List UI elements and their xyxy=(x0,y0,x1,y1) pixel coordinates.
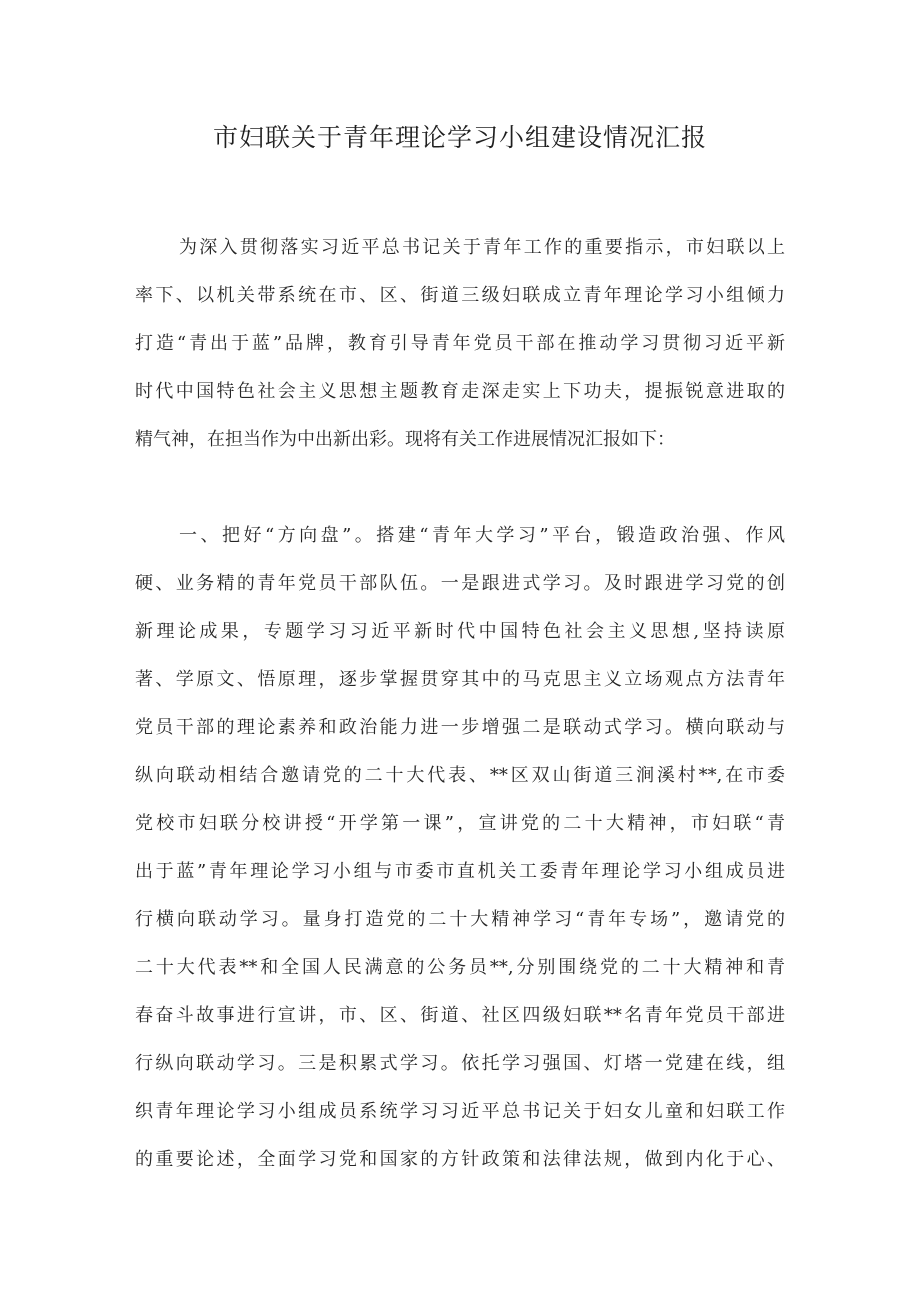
paragraph-line: 纵向联动相结合邀请党的二十大代表、**区双山街道三涧溪村**,在市委 xyxy=(135,765,785,786)
document-title: 市妇联关于青年理论学习小组建设情况汇报 xyxy=(212,123,707,152)
paragraph-line: 的重要论述，全面学习党和国家的方针政策和法律法规，做到内化于心、 xyxy=(135,1149,785,1170)
paragraph-line: 党员干部的理论素养和政治能力进一步增强二是联动式学习。横向联动与 xyxy=(135,717,785,738)
paragraph-line: 精气神，在担当作为中出新出彩。现将有关工作进展情况汇报如下： xyxy=(135,429,675,450)
paragraph-line: 春奋斗故事进行宣讲，市、区、街道、社区四级妇联**名青年党员干部进 xyxy=(135,1005,785,1026)
paragraph-line: 率下、以机关带系统在市、区、街道三级妇联成立青年理论学习小组倾力 xyxy=(135,285,785,306)
paragraph-line: 硬、业务精的青年党员干部队伍。一是跟进式学习。及时跟进学习党的创 xyxy=(135,573,785,594)
paragraph-line: 新理论成果，专题学习习近平新时代中国特色社会主义思想,坚持读原 xyxy=(135,621,785,642)
paragraph-line: 二十大代表**和全国人民满意的公务员**,分别围绕党的二十大精神和青 xyxy=(135,957,785,978)
paragraph-line: 时代中国特色社会主义思想主题教育走深走实上下功夫，提振锐意进取的 xyxy=(135,381,785,402)
paragraph-section-one xyxy=(135,512,785,1184)
paragraph-line: 行横向联动学习。量身打造党的二十大精神学习“青年专场”，邀请党的 xyxy=(135,909,785,930)
paragraph-line: 行纵向联动学习。三是积累式学习。依托学习强国、灯塔一党建在线，组 xyxy=(135,1053,785,1074)
paragraph-line: 出于蓝”青年理论学习小组与市委市直机关工委青年理论学习小组成员进 xyxy=(135,861,785,882)
paragraph-line: 著、学原文、悟原理，逐步掌握贯穿其中的马克思主义立场观点方法青年 xyxy=(135,669,785,690)
paragraph-line: 为深入贯彻落实习近平总书记关于青年工作的重要指示，市妇联以上 xyxy=(179,237,785,258)
paragraph-line: 党校市妇联分校讲授“开学第一课”，宣讲党的二十大精神，市妇联“青 xyxy=(135,813,785,834)
paragraph-line: 织青年理论学习小组成员系统学习习近平总书记关于妇女儿童和妇联工作 xyxy=(135,1101,785,1122)
paragraph-line: 一、把好“方向盘”。搭建“青年大学习”平台，锻造政治强、作风 xyxy=(179,525,785,546)
paragraph-line: 打造“青出于蓝”品牌，教育引导青年党员干部在推动学习贯彻习近平新 xyxy=(135,333,785,354)
paragraph-intro xyxy=(135,224,785,464)
